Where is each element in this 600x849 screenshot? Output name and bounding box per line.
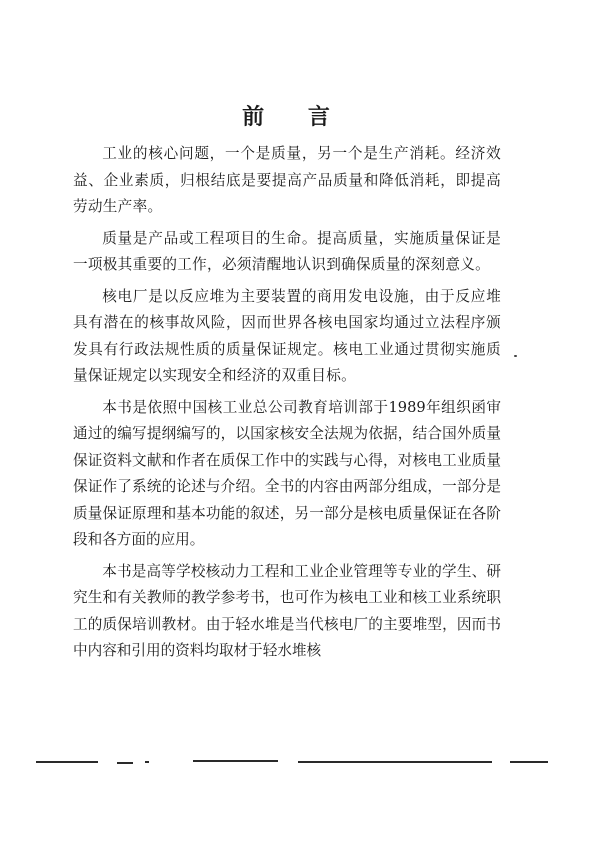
footer-rule-segment <box>193 760 278 762</box>
footer-rule-segment <box>36 761 98 763</box>
preface-body <box>73 141 501 670</box>
paragraph-2: 质量是产品或工程项目的生命。提高质量，实施质量保证是一项极其重要的工作，必须清醒地认识到确保质量的深刻意义。 <box>73 229 501 273</box>
footer-rule-segment <box>510 761 548 763</box>
footer-rule-segment <box>145 761 149 763</box>
paragraph-3: 核电厂是以反应堆为主要装置的商用发电设施，由于反应堆具有潜在的核事故风险，因而世界各核电国家均通过立法程序颁发具有行政法规性质的质量保证规定。核电工业通过贯彻实施质量保证规定以实现安全和经济的双重目标。 <box>73 287 501 384</box>
footer-rule-segment <box>117 762 133 764</box>
scan-speck <box>514 355 517 357</box>
footer-rule-lines <box>0 757 600 769</box>
paragraph-4: 本书是依照中国核工业总公司教育培训部于1989年组织函审通过的编写提纲编写的，以国家核安全法规为依据，结合国外质量保证资料文献和作者在质保工作中的实践与心得，对核电工业质量保证作了系统的论述与介绍。全书的内容由两部分组成，一部分是质量保证原理和基本功能的叙述，另一部分是核电质量保证在各阶段和各方面的应用。 <box>73 398 501 548</box>
paragraph-5: 本书是高等学校核动力工程和工业企业管理等专业的学生、研究生和有关教师的教学参考书，也可作为核电工业和核工业系统职工的质保培训教材。由于轻水堆是当代核电厂的主要堆型，因而书中内容和引用的资料均取材于轻水堆核 <box>73 562 501 659</box>
paragraph-1: 工业的核心问题，一个是质量，另一个是生产消耗。经济效益、企业素质，归根结底是要提高产品质量和降低消耗，即提高劳动生产率。 <box>73 145 501 215</box>
footer-rule-segment <box>298 761 492 763</box>
page-title: 前 言 <box>242 104 348 130</box>
